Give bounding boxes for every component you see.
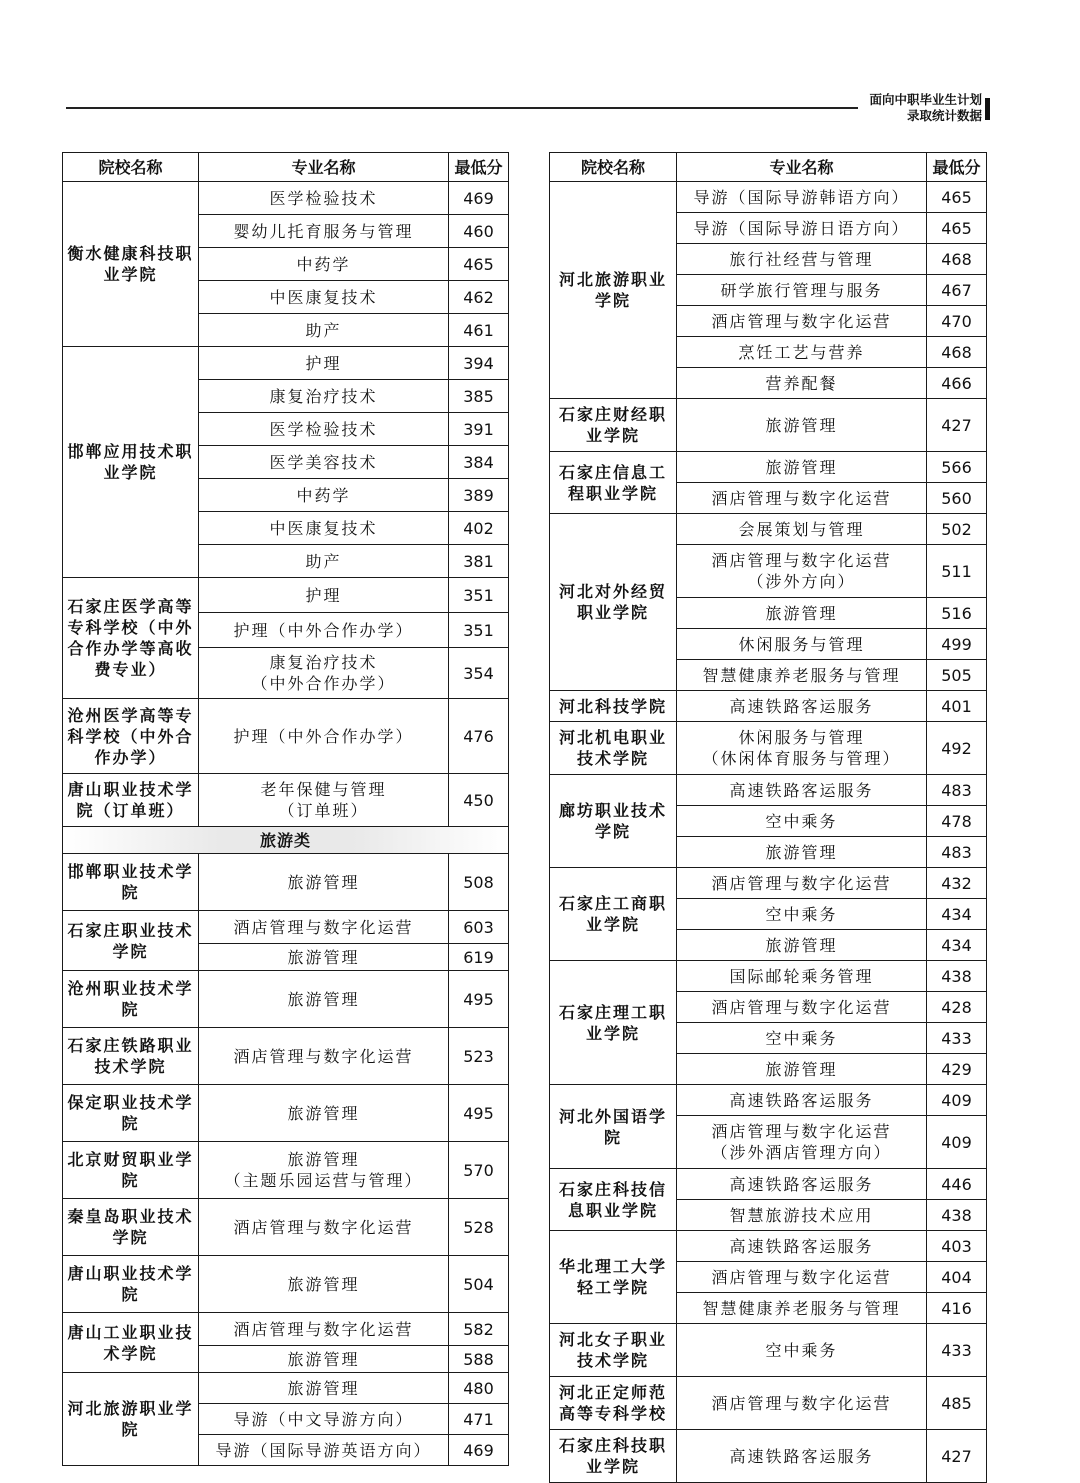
min-score: 427 [927,399,987,452]
section-row [63,827,509,854]
column-major: 专业名称 [677,153,927,182]
table-row [550,182,987,213]
school-name: 石家庄科技职业学院 [550,1430,677,1483]
min-score: 469 [449,1435,509,1466]
major-name: 护理（中外合作办学） [199,699,449,774]
min-score: 619 [449,944,509,971]
table-row [63,1373,509,1404]
major-name: 酒店管理与数字化运营 [199,1199,449,1256]
table-row [63,1142,509,1199]
major-name: 医学美容技术 [199,446,449,479]
major-name: 酒店管理与数字化运营 [677,992,927,1023]
min-score: 523 [449,1028,509,1085]
major-name: 旅游管理 [677,1054,927,1085]
major-name: 休闲服务与管理 [677,629,927,660]
min-score: 468 [927,337,987,368]
major-name: 中医康复技术 [199,281,449,314]
min-score: 389 [449,479,509,512]
min-score: 351 [449,578,509,613]
min-score: 351 [449,613,509,648]
min-score: 428 [927,992,987,1023]
major-name: 医学检验技术 [199,182,449,215]
major-name: 旅游管理 [677,452,927,483]
min-score: 505 [927,660,987,691]
major-name: 酒店管理与数字化运营 [199,1313,449,1346]
min-score: 446 [927,1169,987,1200]
min-score: 461 [449,314,509,347]
min-score: 499 [927,629,987,660]
major-name: 旅游管理 （主题乐园运营与管理） [199,1142,449,1199]
min-score: 394 [449,347,509,380]
min-score: 470 [927,306,987,337]
min-score: 438 [927,1200,987,1231]
major-name: 酒店管理与数字化运营 [199,1028,449,1085]
table-row [63,971,509,1028]
min-score: 434 [927,930,987,961]
table-row [63,699,509,774]
min-score: 427 [927,1430,987,1483]
school-name: 唐山职业技术学院（订单班） [63,774,199,827]
school-name: 保定职业技术学院 [63,1085,199,1142]
table-row [550,961,987,992]
table-row [63,182,509,215]
major-name: 老年保健与管理 （订单班） [199,774,449,827]
table-header-row [550,153,987,182]
major-name: 酒店管理与数字化运营 [677,483,927,514]
major-name: 酒店管理与数字化运营 [677,306,927,337]
table-row [550,1377,987,1430]
table-row [550,775,987,806]
school-name: 河北旅游职业学院 [63,1373,199,1466]
table-row [63,774,509,827]
major-name: 高速铁路客运服务 [677,1085,927,1116]
min-score: 438 [927,961,987,992]
section-title: 旅游类 [63,827,509,854]
table-row [63,1313,509,1346]
school-name: 河北女子职业技术学院 [550,1324,677,1377]
school-name: 石家庄信息工程职业学院 [550,452,677,514]
school-name: 衡水健康科技职业学院 [63,182,199,347]
major-name: 旅游管理 [199,1085,449,1142]
major-name: 旅游管理 [199,1346,449,1373]
table-row [63,578,509,613]
school-name: 沧州医学高等专科学校（中外合作办学） [63,699,199,774]
table-row [550,1085,987,1116]
major-name: 烹饪工艺与营养 [677,337,927,368]
min-score: 450 [449,774,509,827]
min-score: 502 [927,514,987,545]
min-score: 465 [449,248,509,281]
major-name: 空中乘务 [677,1023,927,1054]
header-marker [985,98,990,120]
min-score: 480 [449,1373,509,1404]
min-score: 469 [449,182,509,215]
major-name: 导游（国际导游日语方向） [677,213,927,244]
min-score: 492 [927,722,987,775]
min-score: 483 [927,775,987,806]
school-name: 石家庄医学高等专科学校（中外合作办学等高收费专业） [63,578,199,699]
school-name: 河北科技学院 [550,691,677,722]
table-row [63,1256,509,1313]
major-name: 旅游管理 [677,399,927,452]
admission-table-left [62,152,509,1466]
min-score: 403 [927,1231,987,1262]
major-name: 旅游管理 [199,1373,449,1404]
table-row [63,1085,509,1142]
min-score: 385 [449,380,509,413]
table-row [550,399,987,452]
min-score: 384 [449,446,509,479]
school-name: 石家庄职业技术学院 [63,911,199,971]
major-name: 旅游管理 [199,854,449,911]
major-name: 导游（国际导游英语方向） [199,1435,449,1466]
major-name: 助产 [199,314,449,347]
school-name: 石家庄铁路职业技术学院 [63,1028,199,1085]
major-name: 导游（中文导游方向） [199,1404,449,1435]
major-name: 营养配餐 [677,368,927,399]
major-name: 高速铁路客运服务 [677,1231,927,1262]
min-score: 409 [927,1116,987,1169]
min-score: 401 [927,691,987,722]
table-row [550,722,987,775]
min-score: 433 [927,1324,987,1377]
table-row [550,1231,987,1262]
major-name: 旅游管理 [199,1256,449,1313]
school-name: 廊坊职业技术学院 [550,775,677,868]
header-line1: 面向中职毕业生计划 [869,92,982,107]
major-name: 旅行社经营与管理 [677,244,927,275]
min-score: 432 [927,868,987,899]
table-row [63,854,509,911]
min-score: 560 [927,483,987,514]
table-row [550,1430,987,1483]
major-name: 国际邮轮乘务管理 [677,961,927,992]
school-name: 河北正定师范高等专科学校 [550,1377,677,1430]
major-name: 婴幼儿托育服务与管理 [199,215,449,248]
min-score: 582 [449,1313,509,1346]
major-name: 智慧健康养老服务与管理 [677,660,927,691]
major-name: 导游（国际导游韩语方向） [677,182,927,213]
school-name: 唐山职业技术学院 [63,1256,199,1313]
major-name: 中药学 [199,479,449,512]
min-score: 485 [927,1377,987,1430]
min-score: 460 [449,215,509,248]
table-row [63,1028,509,1085]
major-name: 酒店管理与数字化运营 [677,868,927,899]
major-name: 空中乘务 [677,806,927,837]
table-row [550,1324,987,1377]
min-score: 465 [927,213,987,244]
school-name: 唐山工业职业技术学院 [63,1313,199,1373]
right-table-body [550,182,987,1483]
min-score: 433 [927,1023,987,1054]
min-score: 603 [449,911,509,944]
major-name: 酒店管理与数字化运营 （涉外酒店管理方向） [677,1116,927,1169]
min-score: 504 [449,1256,509,1313]
min-score: 511 [927,545,987,598]
min-score: 570 [449,1142,509,1199]
major-name: 空中乘务 [677,1324,927,1377]
major-name: 研学旅行管理与服务 [677,275,927,306]
major-name: 高速铁路客运服务 [677,775,927,806]
table-row [550,691,987,722]
major-name: 高速铁路客运服务 [677,1430,927,1483]
min-score: 409 [927,1085,987,1116]
school-name: 河北对外经贸职业学院 [550,514,677,691]
min-score: 434 [927,899,987,930]
school-name: 河北外国语学院 [550,1085,677,1169]
table-row [550,452,987,483]
min-score: 495 [449,971,509,1028]
major-name: 旅游管理 [199,971,449,1028]
major-name: 高速铁路客运服务 [677,1169,927,1200]
school-name: 石家庄财经职业学院 [550,399,677,452]
major-name: 空中乘务 [677,899,927,930]
major-name: 酒店管理与数字化运营 （涉外方向） [677,545,927,598]
school-name: 秦皇岛职业技术学院 [63,1199,199,1256]
min-score: 466 [927,368,987,399]
min-score: 528 [449,1199,509,1256]
major-name: 助产 [199,545,449,578]
table-header-row [63,153,509,182]
min-score: 391 [449,413,509,446]
min-score: 483 [927,837,987,868]
major-name: 旅游管理 [677,598,927,629]
school-name: 石家庄理工职业学院 [550,961,677,1085]
school-name: 沧州职业技术学院 [63,971,199,1028]
school-name: 北京财贸职业学院 [63,1142,199,1199]
min-score: 478 [927,806,987,837]
table-row [63,347,509,380]
major-name: 酒店管理与数字化运营 [199,911,449,944]
min-score: 416 [927,1293,987,1324]
min-score: 354 [449,648,509,699]
min-score: 381 [449,545,509,578]
column-school: 院校名称 [550,153,677,182]
major-name: 护理 [199,347,449,380]
major-name: 医学检验技术 [199,413,449,446]
school-name: 河北机电职业技术学院 [550,722,677,775]
min-score: 404 [927,1262,987,1293]
admission-table-right [549,152,987,1483]
major-name: 中医康复技术 [199,512,449,545]
school-name: 河北旅游职业学院 [550,182,677,399]
min-score: 465 [927,182,987,213]
school-name: 石家庄工商职业学院 [550,868,677,961]
major-name: 旅游管理 [199,944,449,971]
min-score: 467 [927,275,987,306]
major-name: 会展策划与管理 [677,514,927,545]
school-name: 邯郸职业技术学院 [63,854,199,911]
min-score: 471 [449,1404,509,1435]
major-name: 酒店管理与数字化运营 [677,1262,927,1293]
table-row [550,1169,987,1200]
major-name: 智慧健康养老服务与管理 [677,1293,927,1324]
school-name: 华北理工大学轻工学院 [550,1231,677,1324]
school-name: 邯郸应用技术职业学院 [63,347,199,578]
major-name: 护理 [199,578,449,613]
min-score: 402 [449,512,509,545]
left-table-body [63,182,509,1466]
table-row [63,911,509,944]
major-name: 旅游管理 [677,837,927,868]
min-score: 495 [449,1085,509,1142]
min-score: 566 [927,452,987,483]
column-major: 专业名称 [199,153,449,182]
major-name: 旅游管理 [677,930,927,961]
major-name: 酒店管理与数字化运营 [677,1377,927,1430]
min-score: 462 [449,281,509,314]
min-score: 516 [927,598,987,629]
min-score: 476 [449,699,509,774]
min-score: 468 [927,244,987,275]
major-name: 康复治疗技术 [199,380,449,413]
header-rule [66,107,858,109]
column-score: 最低分 [927,153,987,182]
min-score: 508 [449,854,509,911]
table-row [63,1199,509,1256]
major-name: 智慧旅游技术应用 [677,1200,927,1231]
major-name: 高速铁路客运服务 [677,691,927,722]
page-header [864,92,982,124]
min-score: 588 [449,1346,509,1373]
major-name: 中药学 [199,248,449,281]
table-row [550,514,987,545]
column-school: 院校名称 [63,153,199,182]
column-score: 最低分 [449,153,509,182]
header-line2: 录取统计数据 [906,108,982,123]
table-row [550,868,987,899]
min-score: 429 [927,1054,987,1085]
school-name: 石家庄科技信息职业学院 [550,1169,677,1231]
major-name: 休闲服务与管理 （休闲体育服务与管理） [677,722,927,775]
major-name: 护理（中外合作办学） [199,613,449,648]
major-name: 康复治疗技术 （中外合作办学） [199,648,449,699]
